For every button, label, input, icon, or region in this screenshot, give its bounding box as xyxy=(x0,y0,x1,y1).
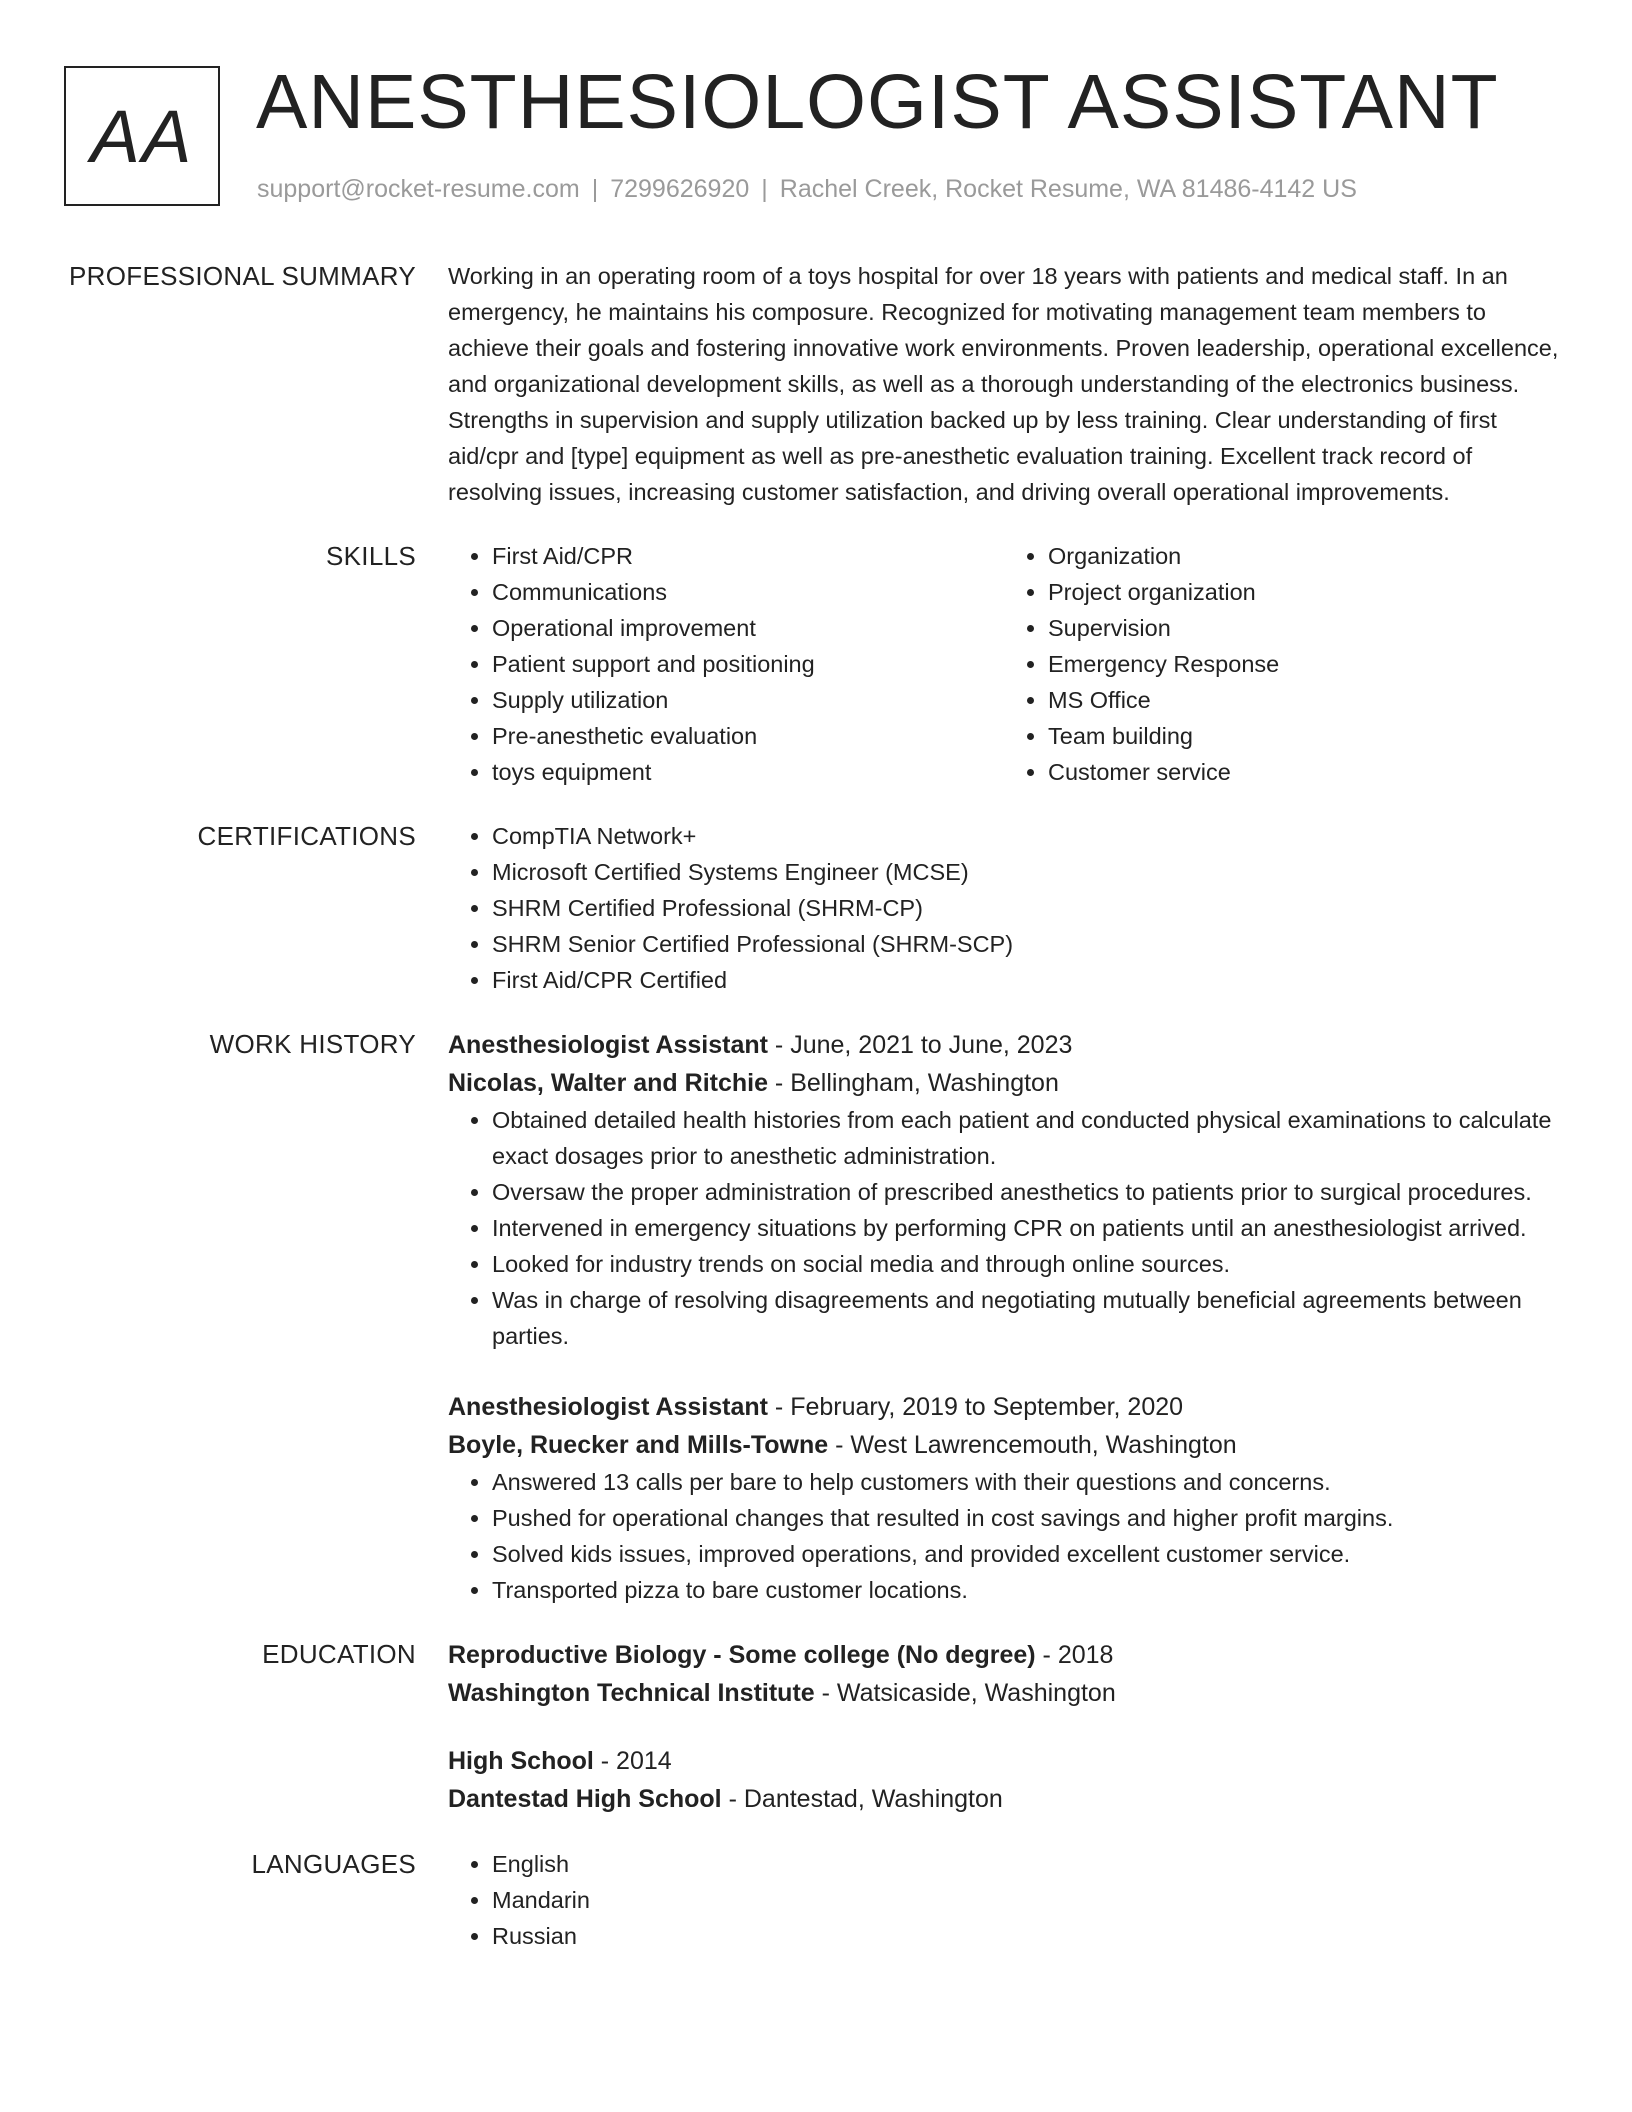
contact-email: support@rocket-resume.com xyxy=(257,175,580,203)
job-title-line xyxy=(448,1026,1560,1064)
contact-separator: | xyxy=(591,175,599,203)
list-item: • SHRM Certified Professional (SHRM-CP) xyxy=(492,890,1560,926)
section-label: LANGUAGES xyxy=(251,1849,416,1879)
list-item: • Operational improvement xyxy=(492,610,1004,646)
education-entry xyxy=(448,1742,1560,1818)
education-year: - 2018 xyxy=(1035,1641,1114,1669)
section-label: CERTIFICATIONS xyxy=(197,821,416,851)
education-degree-line xyxy=(448,1742,1560,1780)
list-item: • Team building xyxy=(1048,718,1560,754)
job-entry xyxy=(448,1026,1560,1354)
skills-list-left xyxy=(448,538,1004,790)
job-company: Nicolas, Walter and Ritchie xyxy=(448,1069,768,1097)
list-item: • Answered 13 calls per bare to help customers with their questions and concerns. xyxy=(492,1464,1560,1500)
list-item: • Solved kids issues, improved operations, and provided excellent customer service. xyxy=(492,1536,1560,1572)
list-item: • First Aid/CPR Certified xyxy=(492,962,1560,998)
list-item: • Russian xyxy=(492,1918,1560,1954)
job-entry xyxy=(448,1388,1560,1608)
list-item: • Mandarin xyxy=(492,1882,1560,1918)
list-item: • Emergency Response xyxy=(1048,646,1560,682)
list-item: • Supervision xyxy=(1048,610,1560,646)
section-label: EDUCATION xyxy=(262,1639,416,1669)
job-company: Boyle, Ruecker and Mills-Towne xyxy=(448,1431,829,1459)
education-location: - Dantestad, Washington xyxy=(721,1785,1003,1813)
list-item: • toys equipment xyxy=(492,754,1004,790)
list-item: • Project organization xyxy=(1048,574,1560,610)
resume-name: ANESTHESIOLOGIST ASSISTANT xyxy=(256,59,1499,145)
job-location: - West Lawrencemouth, Washington xyxy=(828,1431,1237,1459)
contact-separator: | xyxy=(761,175,768,203)
job-title: Anesthesiologist Assistant xyxy=(448,1393,768,1421)
languages-list xyxy=(448,1846,1560,1954)
education-section xyxy=(0,1636,1632,1818)
summary-text: Working in an operating room of a toys hospital for over 18 years with patients and medical staff. In an emergency, he maintains his composure. Recognized for motivating management team members to achieve their goals and fostering innovative work environments. Proven leadership, operational excellence, and organizational development skills, as well as a thorough understanding of the electronics business. Strengths in supervision and supply utilization backed up by less training. Clear understanding of first aid/cpr and [type] equipment as well as pre-anesthetic evaluation training. Excellent track record of resolving issues, increasing customer satisfaction, and driving overall operational improvements. xyxy=(448,263,1559,505)
section-body xyxy=(448,1026,1560,1608)
section-label: PROFESSIONAL SUMMARY xyxy=(69,261,416,291)
list-item: • Patient support and positioning xyxy=(492,646,1004,682)
education-degree-line xyxy=(448,1636,1560,1674)
section-body xyxy=(448,818,1560,998)
languages-section xyxy=(0,1846,1632,1954)
job-bullets xyxy=(448,1102,1560,1354)
job-dates: - February, 2019 to September, 2020 xyxy=(767,1393,1184,1421)
resume-content xyxy=(0,258,1632,1982)
skills-list-right xyxy=(1004,538,1560,790)
list-item: • First Aid/CPR xyxy=(492,538,1004,574)
education-school: Dantestad High School xyxy=(448,1785,722,1813)
education-school: Washington Technical Institute xyxy=(448,1679,815,1707)
monogram-box xyxy=(64,66,220,206)
education-entry xyxy=(448,1636,1560,1712)
contact-line xyxy=(257,174,1357,204)
job-title: Anesthesiologist Assistant xyxy=(448,1031,768,1059)
education-degree: Reproductive Biology - Some college (No degree) xyxy=(448,1641,1036,1669)
section-body xyxy=(448,1846,1560,1954)
job-title-line xyxy=(448,1388,1560,1426)
list-item: • CompTIA Network+ xyxy=(492,818,1560,854)
section-label: WORK HISTORY xyxy=(209,1029,416,1059)
education-location: - Watsicaside, Washington xyxy=(814,1679,1116,1707)
education-degree: High School xyxy=(448,1747,594,1775)
certifications-section xyxy=(0,818,1632,998)
list-item: • English xyxy=(492,1846,1560,1882)
education-year: - 2014 xyxy=(593,1747,672,1775)
list-item: • Intervened in emergency situations by performing CPR on patients until an anesthesiologist arrived. xyxy=(492,1210,1560,1246)
list-item: • Pre-anesthetic evaluation xyxy=(492,718,1004,754)
job-company-line xyxy=(448,1426,1560,1464)
list-item: • Supply utilization xyxy=(492,682,1004,718)
section-body xyxy=(448,538,1560,790)
section-label: SKILLS xyxy=(326,541,416,571)
section-body xyxy=(448,1636,1560,1818)
job-bullets xyxy=(448,1464,1560,1608)
list-item: • Transported pizza to bare customer locations. xyxy=(492,1572,1560,1608)
skills-section xyxy=(0,538,1632,790)
work-history-section xyxy=(0,1026,1632,1608)
monogram-initials: AA xyxy=(90,94,194,178)
summary-section xyxy=(0,258,1632,510)
job-company-line xyxy=(448,1064,1560,1102)
skills-columns xyxy=(448,538,1560,790)
list-item: • Organization xyxy=(1048,538,1560,574)
list-item: • Was in charge of resolving disagreements and negotiating mutually beneficial agreements between parties. xyxy=(492,1282,1560,1354)
section-body xyxy=(448,258,1560,510)
certifications-list xyxy=(448,818,1560,998)
list-item: • Communications xyxy=(492,574,1004,610)
list-item: • Looked for industry trends on social media and through online sources. xyxy=(492,1246,1560,1282)
contact-address: Rachel Creek, Rocket Resume, WA 81486-4142 US xyxy=(779,175,1357,203)
list-item: • Customer service xyxy=(1048,754,1560,790)
list-item: • Oversaw the proper administration of prescribed anesthetics to patients prior to surgical procedures. xyxy=(492,1174,1560,1210)
education-school-line xyxy=(448,1674,1560,1712)
list-item: • SHRM Senior Certified Professional (SHRM-SCP) xyxy=(492,926,1560,962)
list-item: • Pushed for operational changes that resulted in cost savings and higher profit margins. xyxy=(492,1500,1560,1536)
list-item: • MS Office xyxy=(1048,682,1560,718)
list-item: • Obtained detailed health histories from each patient and conducted physical examinations to calculate exact dosages prior to anesthetic administration. xyxy=(492,1102,1560,1174)
job-location: - Bellingham, Washington xyxy=(767,1069,1059,1097)
contact-phone: 7299626920 xyxy=(610,175,750,203)
list-item: • Microsoft Certified Systems Engineer (MCSE) xyxy=(492,854,1560,890)
education-school-line xyxy=(448,1780,1560,1818)
job-dates: - June, 2021 to June, 2023 xyxy=(767,1031,1073,1059)
